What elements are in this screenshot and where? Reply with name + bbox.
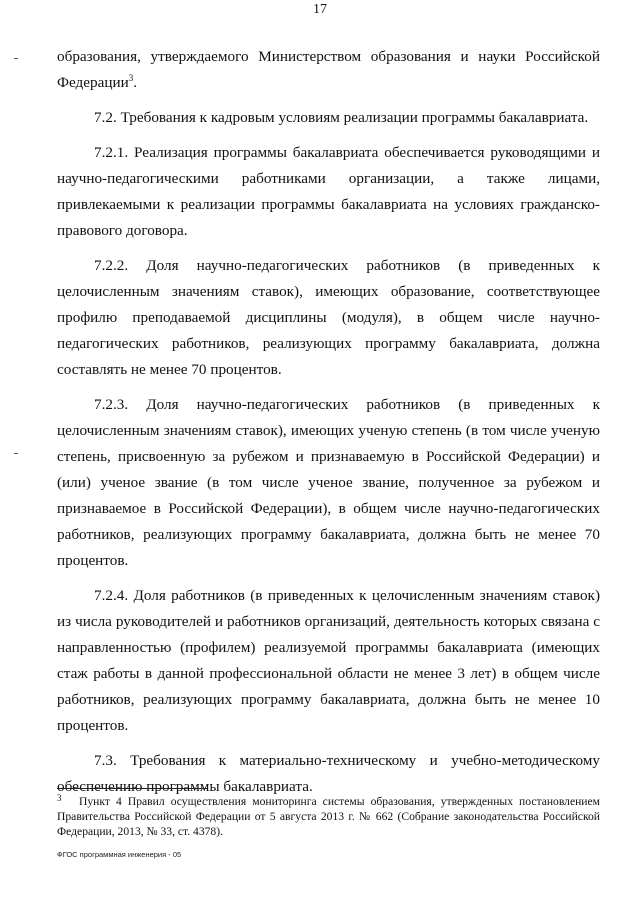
scan-margin-mark — [14, 58, 18, 59]
footnote-reference: 3 — [128, 73, 134, 83]
paragraph-7-2-2: 7.2.2. Доля научно-педагогических работников (в приведенных к целочисленным значениям ставок), имеющих образование, соответствующее профилю преподаваемой дисциплины (модуля), в общем числе научно-педагогических работников, реализующих программу бакалавриата, должна составлять не менее 70 процентов. — [57, 257, 600, 378]
section-heading-7-3: 7.3. Требования к материально-техническому и учебно-методическому обеспечению программы бакалавриата. — [57, 752, 600, 795]
paragraph-7-2-1: 7.2.1. Реализация программы бакалавриата обеспечивается руководящими и научно-педагогическими работниками организации, а также лицами, привлекаемыми к реализации программы бакалавриата на условиях гражданско-правового договора. — [57, 144, 600, 239]
footnote-text: Пункт 4 Правил осуществления мониторинга системы образования, утвержденных постановлением Правительства Российской Федерации от 5 августа 2013 г. № 662 (Собрание законодательства Российской Федерации, 2013, № 33, ст. 4378). — [57, 795, 600, 838]
page-footer: ФГОС программная инженерия - 05 — [57, 850, 182, 859]
scan-margin-mark — [14, 453, 18, 454]
footnote-separator — [57, 788, 207, 789]
paragraph-7-2-3: 7.2.3. Доля научно-педагогических работников (в приведенных к целочисленным значениям ставок), имеющих ученую степень (в том числе ученую степень, присвоенную за рубежом и признаваемую в Российской Федерации) и (или) ученое звание (в том числе ученое звание, полученное за рубежом и признаваемое в Российской Федерации), в общем числе научно-педагогических работников, реализующих программу бакалавриата, должна быть не менее 70 процентов. — [57, 396, 600, 569]
paragraph-7-2-4: 7.2.4. Доля работников (в приведенных к целочисленным значениям ставок) из числа руководителей и работников организаций, деятельность которых связана с направленностью (профилем) реализуемой программы бакалавриата (имеющих стаж работы в данной профессиональной области не менее 3 лет) в общем числе работников, реализующих программу бакалавриата, должна быть не менее 10 процентов. — [57, 587, 600, 734]
document-body — [57, 44, 600, 800]
footnote: 3 Пункт 4 Правил осуществления мониторинга системы образования, утвержденных постановлением Правительства Российской Федерации от 5 августа 2013 г. № 662 (Собрание законодательства Российской Федерации, 2013, № 33, ст. 4378). — [57, 793, 600, 838]
page-number: 17 — [313, 2, 327, 17]
section-heading-7-2: 7.2. Требования к кадровым условиям реализации программы бакалавриата. — [94, 109, 589, 126]
paragraph-continuation: образования, утверждаемого Министерством образования и науки Российской Федерации$^3$. — [57, 48, 600, 91]
